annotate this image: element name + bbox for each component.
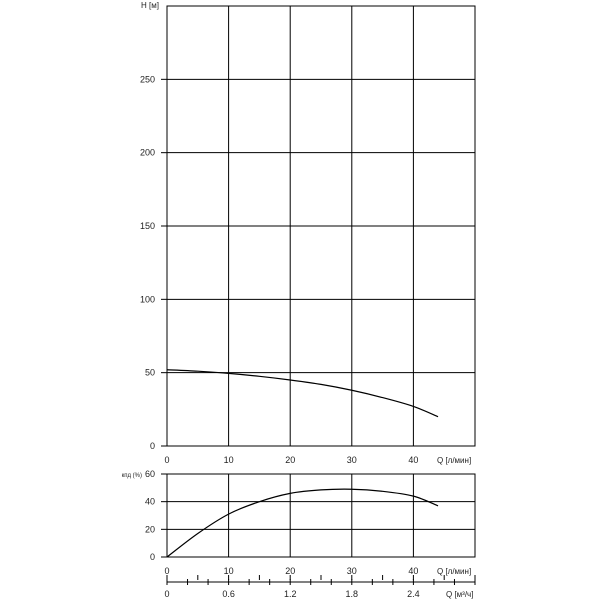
top-x-tick-label: 10: [223, 455, 234, 465]
top-y-tick-label: 150: [139, 221, 155, 231]
bot-y-tick-label: 0: [149, 552, 155, 562]
flow-m3h-tick-label: 2.4: [407, 589, 420, 599]
top-x-tick-label: 30: [346, 455, 357, 465]
flow-m3h-axis-label: Q [м³/ч]: [446, 590, 474, 599]
top-y-tick-label: 250: [139, 74, 155, 85]
bot-x-tick-label: 10: [223, 566, 234, 576]
flow-m3h-tick-label: 1.2: [283, 589, 297, 599]
flow-m3h-tick-label: 1.8: [345, 589, 359, 599]
head-chart-grid: [167, 6, 475, 446]
top-x-tick-label: 0: [164, 455, 170, 465]
efficiency-chart-grid: [167, 474, 475, 557]
efficiency-chart: [122, 469, 475, 580]
efficiency-y-ticks: [145, 469, 167, 562]
efficiency-x-axis-label: Q [л/мин]: [437, 567, 472, 576]
head-curve: [167, 370, 438, 417]
top-x-tick-label: 20: [285, 455, 296, 465]
head-y-axis-label: H [м]: [141, 1, 159, 10]
bot-y-tick-label: 40: [144, 496, 155, 507]
efficiency-y-axis-label: кпд (%): [121, 473, 142, 479]
top-x-tick-label: 40: [408, 455, 419, 465]
head-y-ticks: [140, 74, 167, 451]
efficiency-chart-frame: [167, 474, 475, 557]
top-y-tick-label: 100: [139, 294, 155, 305]
flow-m3h-axis: [164, 579, 475, 599]
top-y-tick-label: 200: [139, 147, 155, 158]
efficiency-x-ticks: [164, 566, 475, 580]
bot-y-tick-label: 20: [144, 524, 155, 535]
flow-m3h-tick-label: 0.6: [222, 589, 235, 599]
bot-x-tick-label: 20: [285, 566, 296, 576]
head-x-ticks: [164, 455, 418, 465]
top-y-tick-label: 0: [149, 441, 155, 451]
efficiency-curve: [167, 489, 438, 557]
bot-y-tick-label: 60: [144, 469, 155, 479]
bot-x-tick-label: 30: [346, 566, 357, 576]
bot-x-tick-label: 0: [164, 566, 170, 576]
top-y-tick-label: 50: [144, 367, 155, 378]
head-x-axis-label: Q [л/мин]: [437, 456, 472, 465]
bot-x-tick-label: 40: [408, 566, 419, 576]
head-chart: [140, 1, 475, 465]
flow-m3h-tick-label: 0: [164, 589, 170, 599]
